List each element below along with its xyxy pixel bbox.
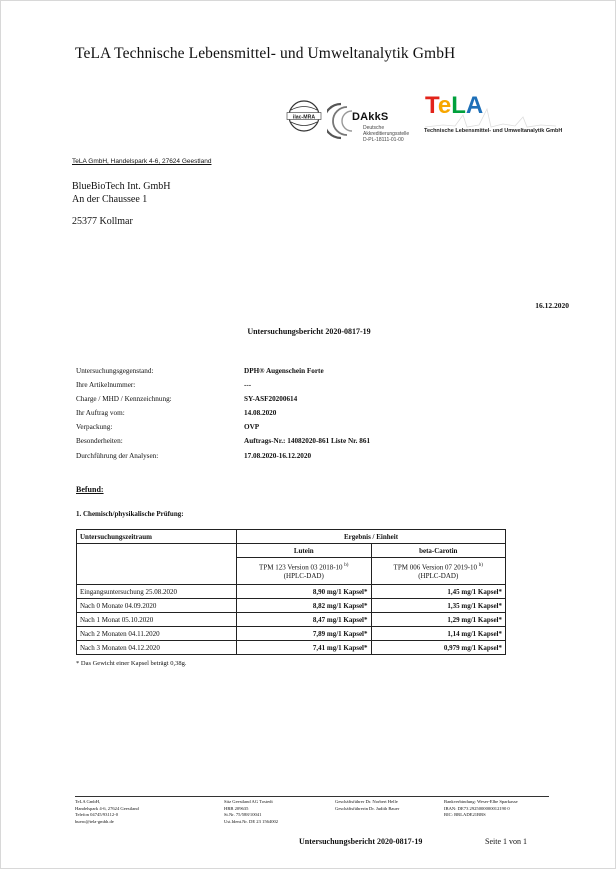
- footer-line: TeLA GmbH,: [75, 799, 101, 804]
- info-label: Durchführung der Analysen:: [76, 452, 159, 460]
- footer-line: Bankverbindung: Weser-Elbe Sparkasse: [444, 799, 518, 804]
- company-title: TeLA Technische Lebensmittel- und Umweltanalytik GmbH: [75, 45, 456, 62]
- info-label: Ihr Auftrag vom:: [76, 409, 125, 417]
- carotin-cell: 1,14 mg/1 Kapsel*: [371, 627, 506, 641]
- recipient-name: BlueBioTech Int. GmbH: [72, 181, 171, 192]
- period-cell: Eingangsuntersuchung 25.08.2020: [77, 585, 237, 599]
- info-value: OVP: [244, 423, 260, 431]
- results-table: [76, 529, 506, 655]
- footer-divider: [75, 796, 549, 797]
- table-row: [77, 641, 506, 655]
- info-value: Auftrags-Nr.: 14082020-861 Liste Nr. 861: [244, 437, 371, 445]
- period-cell: Nach 0 Monate 04.09.2020: [77, 599, 237, 613]
- section-title: 1. Chemisch/physikalische Prüfung:: [76, 510, 184, 518]
- info-label: Verpackung:: [76, 423, 113, 431]
- recipient-city: 25377 Kollmar: [72, 216, 133, 227]
- table-row: [77, 585, 506, 599]
- method-technique: (HPLC-DAD): [418, 572, 459, 581]
- footer-registry-column: [224, 799, 278, 825]
- footer-line: IBAN: DE73 2925000000012190 0: [444, 805, 510, 811]
- dakks-sub-line: Akkreditierungsstelle: [363, 131, 410, 137]
- dakks-subtitle: [363, 125, 423, 143]
- tela-logo-subtitle: Technische Lebensmittel- und Umweltanalytik GmbH: [424, 128, 563, 134]
- info-value: ---: [244, 381, 252, 389]
- lutein-cell: 7,89 mg/1 Kapsel*: [237, 627, 372, 641]
- footer-line: Ust.Ident.Nr. DE 23 1564002: [224, 818, 279, 824]
- carotin-cell: 0,979 mg/1 Kapsel*: [371, 641, 506, 655]
- ilac-mra-logo-icon: [285, 99, 323, 133]
- period-cell: Nach 2 Monaten 04.11.2020: [77, 627, 237, 641]
- method-cell-lutein: [237, 558, 372, 585]
- info-label: Charge / MHD / Kennzeichnung:: [76, 395, 172, 403]
- carotin-cell: 1,35 mg/1 Kapsel*: [371, 599, 506, 613]
- sender-address-line: TeLA GmbH, Handelspark 4-6, 27624 Geestland: [72, 158, 212, 165]
- table-row: [77, 627, 506, 641]
- report-date: 16.12.2020: [535, 301, 569, 310]
- dakks-name: DAkkS: [352, 111, 389, 123]
- period-cell: Nach 1 Monat 05.10.2020: [77, 613, 237, 627]
- table-row: [77, 599, 506, 613]
- footer-bank-column: [444, 799, 518, 819]
- lutein-cell: 8,90 mg/1 Kapsel*: [237, 585, 372, 599]
- info-label: Besonderheiten:: [76, 437, 123, 445]
- footer-line: Telefon 04745/93112-0: [75, 812, 119, 817]
- footer-line: St.Nr. 75/588/10041: [224, 812, 262, 817]
- footer-line: Handelspark 4-6, 27624 Geestland: [75, 805, 139, 811]
- column-header-period: Untersuchungszeitraum: [77, 530, 237, 544]
- method-technique: (HPLC-DAD): [283, 572, 324, 581]
- page-number: Seite 1 von 1: [485, 837, 527, 846]
- empty-header-cell: [77, 544, 237, 585]
- lutein-cell: 7,41 mg/1 Kapsel*: [237, 641, 372, 655]
- method-footnote-mark: b): [344, 563, 349, 568]
- footer-line: BIC: BRLADE21BRS: [444, 812, 486, 817]
- method-name: TPM 123 Version 03 2018-10: [259, 563, 343, 572]
- footer-company-column: [75, 799, 139, 825]
- info-label: Ihre Artikelnummer:: [76, 381, 136, 389]
- lutein-cell: 8,82 mg/1 Kapsel*: [237, 599, 372, 613]
- footer-management-column: [335, 799, 399, 812]
- info-value: DPH® Augenschein Forte: [244, 367, 324, 375]
- info-label: Untersuchungsgegenstand:: [76, 367, 154, 375]
- footer-line: Geschäftsführer Dr. Norbert Helle: [335, 799, 398, 804]
- footer-line: HRB 209635: [224, 805, 249, 811]
- table-row: [77, 613, 506, 627]
- info-value: SY-ASF20200614: [244, 395, 298, 403]
- tela-logo-letters: TeLA: [425, 92, 484, 119]
- dakks-sub-line: D-PL-18111-01-00: [363, 137, 404, 143]
- ilac-logo-text: ilac-MRA: [292, 114, 316, 121]
- method-footnote-mark: b): [478, 563, 483, 568]
- lutein-cell: 8,47 mg/1 Kapsel*: [237, 613, 372, 627]
- carotin-cell: 1,45 mg/1 Kapsel*: [371, 585, 506, 599]
- method-name: TPM 006 Version 07 2019-10: [393, 563, 478, 572]
- dakks-sub-line: Deutsche: [363, 125, 385, 131]
- method-cell-beta-carotin: [371, 558, 506, 585]
- footer-line: Sitz Geestland AG Tostedt: [224, 799, 273, 804]
- tela-logo-icon: [423, 87, 558, 147]
- report-title: Untersuchungsbericht 2020-0817-19: [247, 327, 371, 336]
- period-cell: Nach 3 Monaten 04.12.2020: [77, 641, 237, 655]
- footer-line: buero@tela-gmbh.de: [75, 818, 114, 824]
- table-footnote: * Das Gewicht einer Kapsel beträgt 0,38g.: [76, 660, 187, 667]
- subheader-beta-carotin: beta-Carotin: [371, 544, 506, 558]
- footer-line: Geschäftsführerin Dr. Judith Bauer: [335, 805, 400, 811]
- subheader-lutein: Lutein: [237, 544, 372, 558]
- footer-report-title: Untersuchungsbericht 2020-0817-19: [299, 837, 423, 846]
- info-value: 14.08.2020: [244, 409, 277, 417]
- column-header-result: Ergebnis / Einheit: [237, 530, 506, 544]
- carotin-cell: 1,29 mg/1 Kapsel*: [371, 613, 506, 627]
- befund-heading: Befund:: [76, 485, 104, 494]
- recipient-street: An der Chaussee 1: [72, 194, 148, 205]
- info-value: 17.08.2020-16.12.2020: [244, 452, 312, 460]
